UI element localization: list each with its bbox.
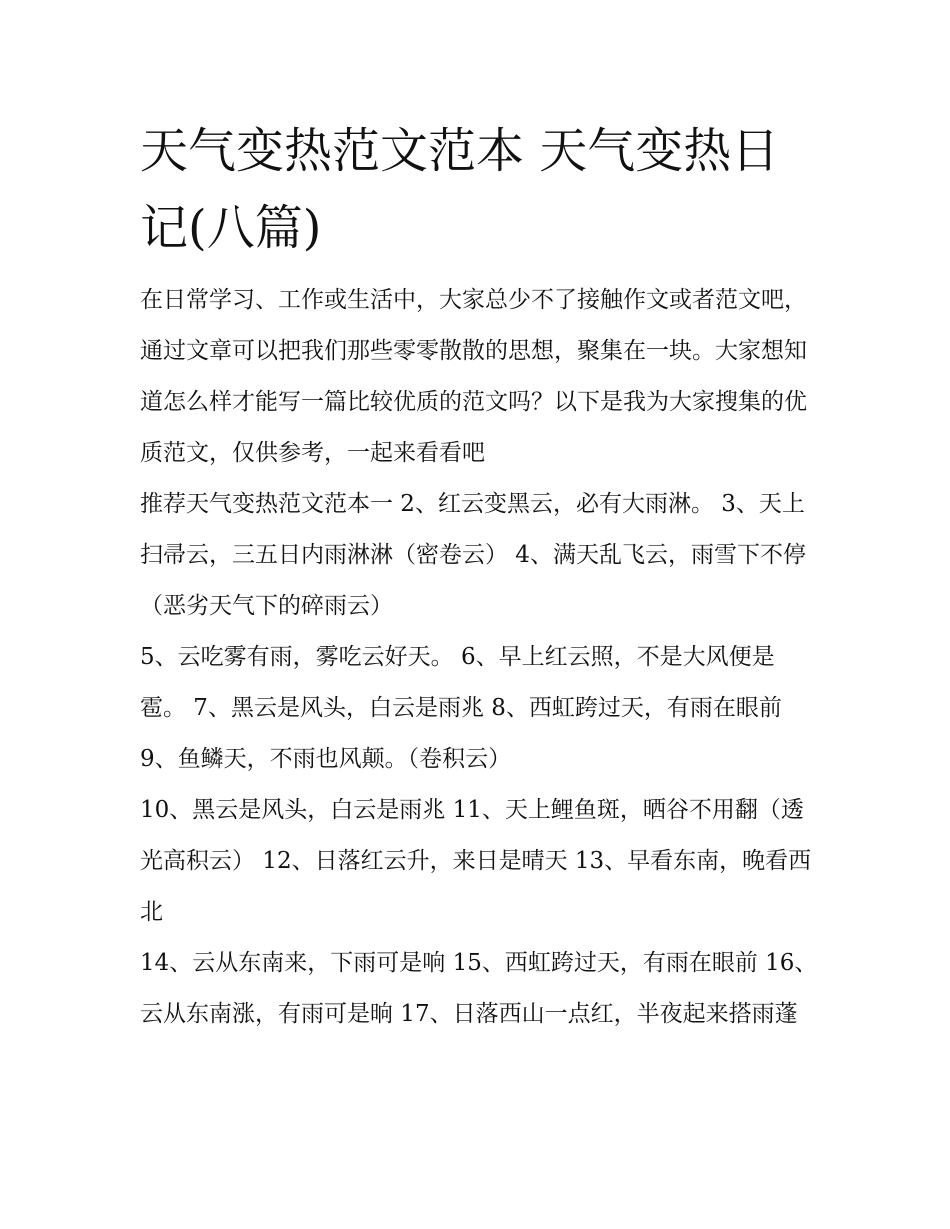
document-title: 天气变热范文范本 天气变热日记(八篇) (140, 123, 780, 256)
document-body (140, 275, 820, 1040)
paragraph-1: 推荐天气变热范文范本一 2、红云变黑云，必有大雨淋。 3、天上扫帚云，三五日内雨淋淋（密卷云） 4、满天乱飞云，雨雪下不停（恶劣天气下的碎雨云） (140, 491, 806, 619)
paragraph-2: 5、云吃雾有雨，雾吃云好天。 6、早上红云照，不是大风便是雹。 7、黑云是风头，白云是雨兆 8、西虹跨过天，有雨在眼前 9、鱼鳞天，不雨也风颠。（卷积云） (140, 644, 782, 772)
paragraph-3: 10、黑云是风头，白云是雨兆 11、天上鲤鱼斑，晒谷不用翻（透光高积云） 12、日落红云升，来日是晴天 13、早看东南，晚看西北 (140, 797, 812, 925)
paragraph-4: 14、云从东南来，下雨可是响 15、西虹跨过天，有雨在眼前 16、云从东南涨，有雨可是晌 17、日落西山一点红，半夜起来搭雨蓬 (140, 950, 818, 1027)
paragraph-intro: 在日常学习、工作或生活中，大家总少不了接触作文或者范文吧，通过文章可以把我们那些零零散散的思想，聚集在一块。大家想知道怎么样才能写一篇比较优质的范文吗？以下是我为大家搜集的优质范文，仅供参考，一起来看看吧 (140, 287, 807, 466)
